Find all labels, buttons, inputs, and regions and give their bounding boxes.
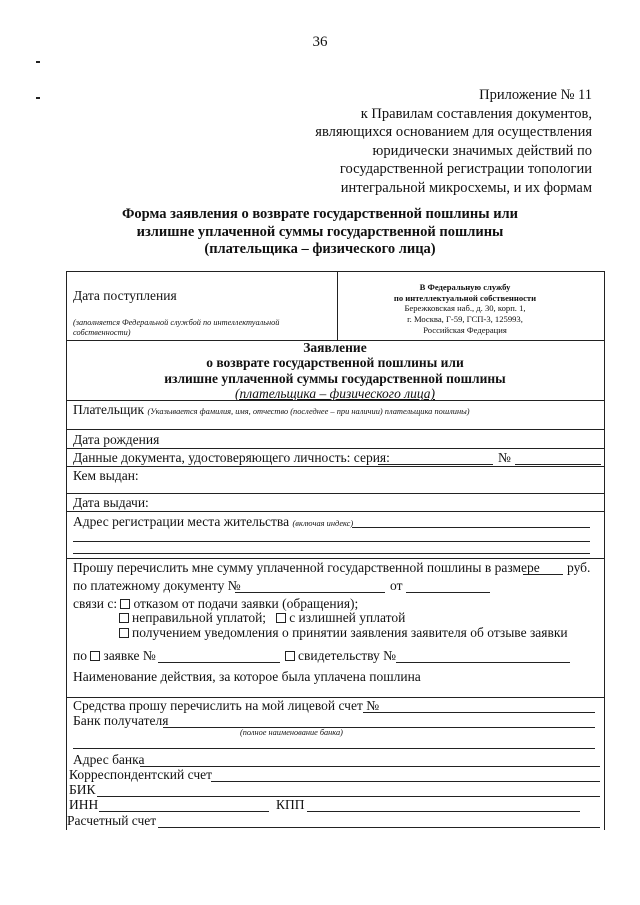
bank-name-field-2[interactable] [73, 748, 595, 749]
series-field[interactable] [378, 464, 493, 465]
reason-row-3: получением уведомления о принятии заявления заявителя об отзыве заявки [119, 625, 568, 641]
checkbox-application[interactable] [90, 651, 100, 661]
bank-name-note: (полное наименование банка) [240, 728, 343, 737]
reg-address-field[interactable] [352, 527, 590, 528]
account-request-label: Средства прошу перечислить на мой лицевой счет № [73, 698, 380, 713]
payment-doc-label: по платежному документу № [73, 578, 241, 593]
number-sign: № [498, 450, 511, 465]
divider [66, 400, 604, 401]
form-title: Форма заявления о возврате государственной пошлины или излишне уплаченной суммы государственной пошлины (плательщика – физического лица) [121, 206, 519, 257]
checkbox-certificate[interactable] [285, 651, 295, 661]
statement-heading: Заявление о возврате государственной пошлины или излишне уплаченной суммы государственной пошлины (плательщика – физического лица) [164, 340, 506, 402]
checkbox-overpayment[interactable] [276, 613, 286, 623]
divider [66, 558, 604, 559]
amount-field[interactable] [523, 574, 563, 575]
divider [66, 493, 604, 494]
divider [66, 511, 604, 512]
bik-label: БИК [69, 782, 96, 797]
checkbox-refusal[interactable] [120, 599, 130, 609]
from-label: от [390, 578, 403, 593]
recipient-address: В Федеральную службу по интеллектуальной собственности Бережковская наб., д. 30, корп. 1, г. Москва, Г-59, ГСП-3, 125993, Российская Федерация [393, 282, 537, 335]
annex-line: к Правилам составления документов, [360, 105, 592, 122]
reg-address-field-3[interactable] [73, 553, 590, 554]
payer-note: (Указывается фамилия, имя, отчество (последнее – при наличии) плательщика пошлины) [147, 407, 470, 416]
reason-row-2: неправильной уплатой; с излишней уплатой [119, 610, 405, 626]
margin-mark [36, 97, 40, 99]
refund-amount-label: Прошу перечислить мне сумму уплаченной государственной пошлины в размере [73, 560, 540, 575]
birth-date-label: Дата рождения [73, 432, 160, 447]
bik-field[interactable] [97, 796, 600, 797]
id-doc-label: Данные документа, удостоверяющего личность: серия: [73, 450, 390, 465]
checkbox-wrong-payment[interactable] [119, 613, 129, 623]
kpp-field[interactable] [307, 811, 580, 812]
payment-doc-field[interactable] [235, 592, 385, 593]
divider [337, 271, 338, 340]
divider [66, 466, 604, 467]
certificate-row: свидетельству № [285, 648, 396, 664]
settlement-account-field[interactable] [158, 827, 600, 828]
personal-account-field[interactable] [363, 712, 595, 713]
annex-line: государственной регистрации топологии [339, 161, 592, 178]
annex-line: интегральной микросхемы, и их формам [340, 179, 592, 196]
checkbox-withdrawal-notice[interactable] [119, 628, 129, 638]
corr-account-label: Корреспондентский счет [69, 767, 213, 782]
application-row: по заявке № [73, 648, 156, 663]
annex-block [315, 86, 592, 198]
margin-mark [36, 61, 40, 63]
action-name-label: Наименование действия, за которое была уплачена пошлина [73, 669, 421, 684]
id-number-field[interactable] [515, 464, 601, 465]
receipt-note: (заполняется Федеральной службой по интеллектуальной собственности) [73, 318, 280, 337]
divider [66, 429, 604, 430]
receipt-date-label: Дата поступления [73, 288, 177, 303]
certificate-number-field[interactable] [396, 662, 570, 663]
reg-address-label: Адрес регистрации места жительства (включая индекс) [73, 514, 354, 529]
application-number-field[interactable] [158, 662, 280, 663]
currency-label: руб. [567, 560, 591, 575]
payment-date-field[interactable] [406, 592, 490, 593]
bank-name-field[interactable] [163, 727, 595, 728]
bank-name-label: Банк получателя [73, 713, 169, 728]
kpp-label: КПП [276, 797, 305, 812]
inn-field[interactable] [99, 811, 269, 812]
settlement-account-label: Расчетный счет [67, 813, 157, 828]
corr-account-field[interactable] [211, 781, 600, 782]
divider [66, 448, 604, 449]
inn-label: ИНН [69, 797, 99, 812]
bank-address-label: Адрес банка [73, 752, 145, 767]
annex-line: юридически значимых действий по [372, 142, 592, 159]
annex-line: Приложение № 11 [479, 87, 592, 103]
issued-by-label: Кем выдан: [73, 468, 139, 483]
reg-address-field-2[interactable] [73, 541, 590, 542]
page-number: 36 [312, 34, 328, 50]
payer-label: Плательщик (Указывается фамилия, имя, отчество (последнее – при наличии) плательщика пошлины) [73, 402, 470, 417]
annex-line: являющихся основанием для осуществления [315, 124, 592, 141]
issue-date-label: Дата выдачи: [73, 495, 149, 510]
reason-row-1: связи с: отказом от подачи заявки (обращения); [73, 596, 359, 611]
